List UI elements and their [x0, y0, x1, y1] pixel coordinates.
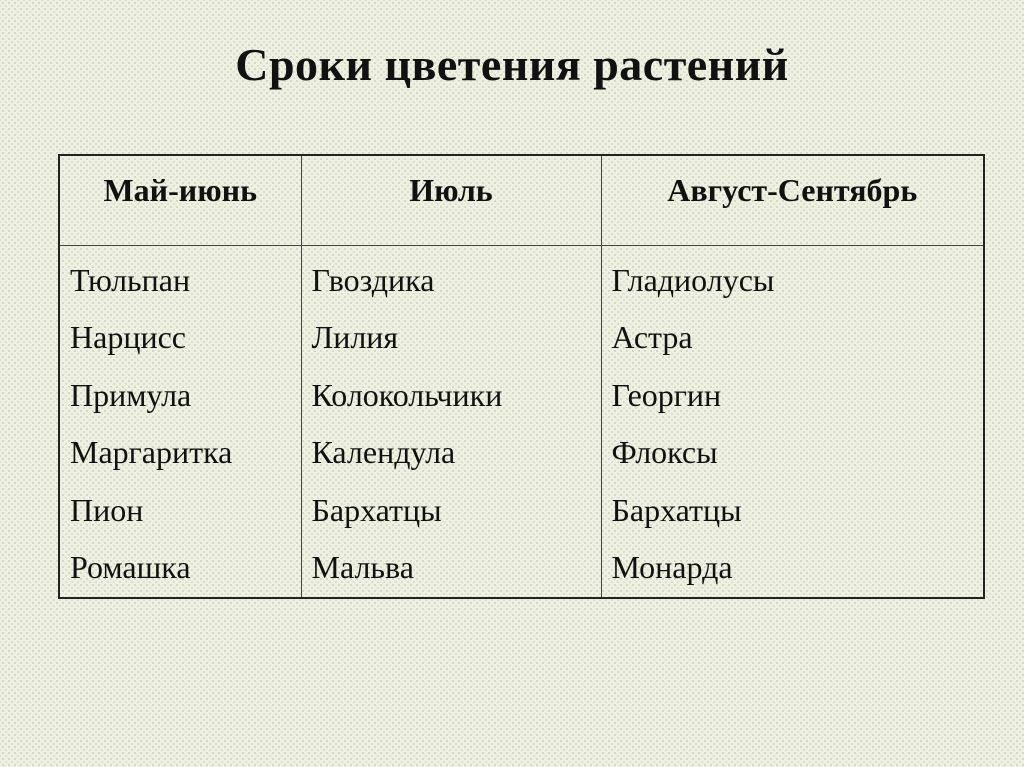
slide-title: Сроки цветения растений: [235, 39, 789, 90]
column-august-september: [601, 245, 984, 598]
plant-item: Тюльпан: [70, 261, 191, 298]
plant-item: Мальва: [311, 549, 414, 585]
plant-item: Маргаритка: [70, 434, 233, 470]
plant-item: Лилия: [311, 319, 399, 355]
bloom-period-table: [58, 154, 985, 599]
column-may-june: [59, 245, 301, 598]
plant-item: Флоксы: [611, 434, 718, 470]
plant-item: Нарцисс: [70, 319, 186, 355]
plant-item: Примула: [70, 376, 192, 413]
plant-item: Колокольчики: [311, 376, 503, 413]
table-body-row: [59, 245, 984, 598]
plant-item: Бархатцы: [311, 491, 442, 528]
plant-item: Календула: [311, 434, 456, 470]
header-august-september: Август-Сентябрь: [601, 155, 984, 245]
column-july: [301, 245, 601, 598]
plant-item: Монарда: [611, 549, 733, 585]
plant-item: Ромашка: [70, 549, 191, 585]
plant-item: Бархатцы: [611, 491, 742, 528]
header-july: Июль: [301, 155, 601, 245]
plant-item: Гвоздика: [311, 261, 435, 298]
plant-item: Гладиолусы: [611, 261, 775, 298]
plant-item: Пион: [70, 491, 144, 528]
plant-item: Астра: [611, 319, 693, 355]
table-header-row: [59, 155, 984, 245]
header-may-june: Май-июнь: [59, 155, 301, 245]
plant-item: Георгин: [611, 376, 722, 413]
